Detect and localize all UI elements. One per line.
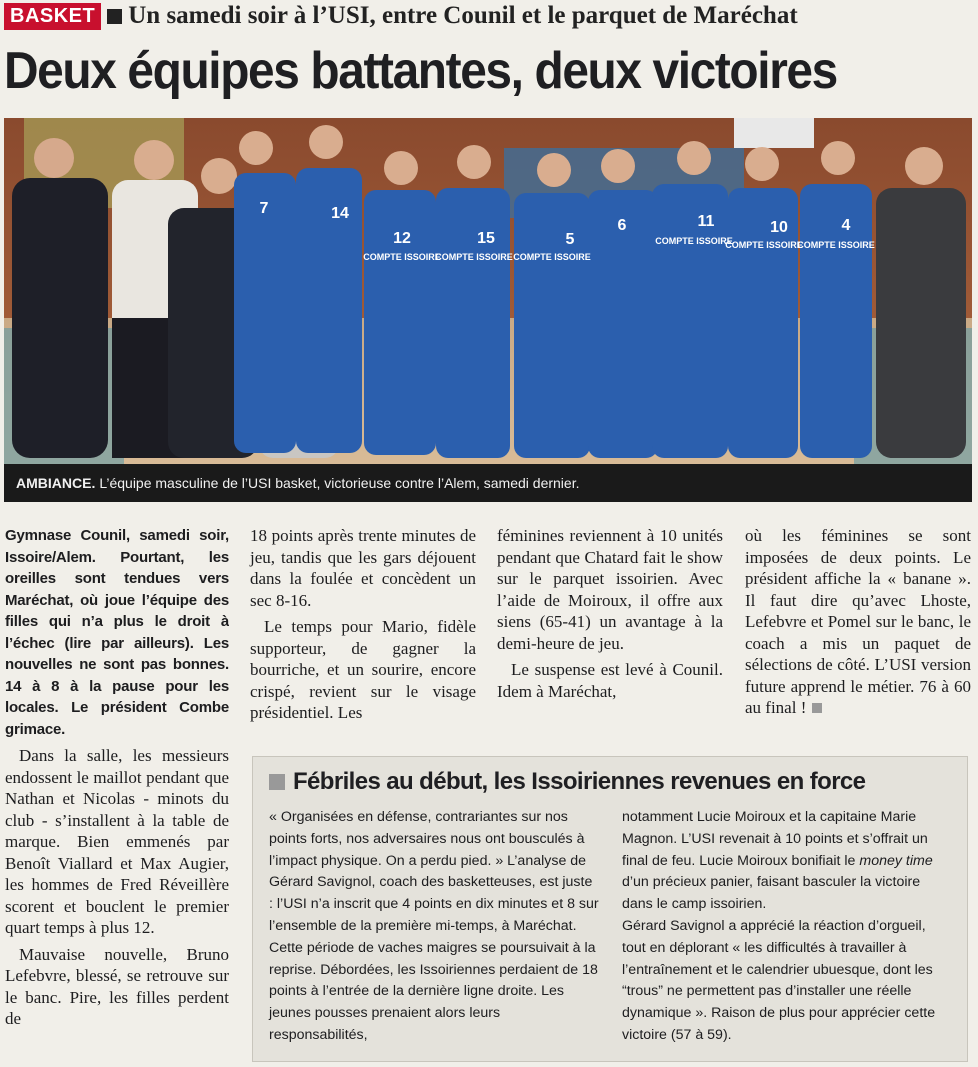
article-paragraph-text: où les féminines se sont imposées de deux points. Le président affiche la « banane ». Il faut dire qu’avec Lhoste, Lefebvre et Pomel sur le banc, le coach a mis un paquet de sélections de côté. L’USI version future apprend le métier. 76 à 60 au final ! — [745, 526, 971, 717]
article-paragraph: 18 points après trente minutes de jeu, tandis que les gars déjouent dans la foulée et concèdent un sec 8-16. — [250, 526, 476, 610]
team-photo — [4, 118, 972, 502]
jersey-text-2: COMPTE ISSOIRE — [435, 252, 513, 262]
article-column-1 — [5, 525, 229, 1065]
article-column-2 — [250, 525, 476, 729]
sidebar-text: notamment Lucie Moiroux et la capitaine Marie Magnon. L’USI revenait à 10 points et s’offrait un final de feu. Lucie Moiroux bonifiait le — [622, 809, 928, 869]
sidebar-paragraph: Gérard Savignol a apprécié la réaction d’orgueil, tout en déplorant « les difficultés à travailler à l’entraînement et le calendrier ubuesque, dont les “trous” ne permettent pas d’installer une réelle dynamique ». Raison de plus pour apprécier cette victoire (57 à 59). — [622, 917, 936, 1043]
jersey-number-2: 14 — [331, 205, 349, 222]
photo-caption — [4, 464, 972, 502]
square-bullet-icon — [269, 774, 285, 790]
article-column-4 — [745, 525, 971, 724]
team-photo-illustration — [4, 118, 972, 464]
jersey-text-3: COMPTE ISSOIRE — [513, 252, 591, 262]
jersey-number-4: 15 — [477, 230, 495, 247]
article-paragraph — [745, 525, 971, 719]
article-paragraph: féminines reviennent à 10 unités pendant que Chatard fait le show sur le parquet issoirien. Avec l’aide de Moiroux, il offre aux siens (65-41) un avantage à la demi-heure de jeu. — [497, 526, 723, 653]
end-square-icon — [812, 703, 822, 713]
jersey-number-5: 5 — [565, 231, 575, 248]
jersey-text-1: COMPTE ISSOIRE — [363, 252, 441, 262]
article-paragraph: Mauvaise nouvelle, Bruno Lefebvre, blessé, se retrouve sur le banc. Pire, les filles perdent de — [5, 944, 229, 1028]
sidebar-title-text: Fébriles au début, les Issoiriennes revenues en force — [293, 768, 866, 795]
section-tag: BASKET — [4, 3, 101, 30]
jersey-text-5: COMPTE ISSOIRE — [725, 240, 803, 250]
article-column-3 — [497, 525, 723, 707]
sidebar-column-1 — [269, 807, 600, 1047]
article-paragraph: Dans la salle, les messieurs endossent le maillot pendant que Nathan et Nicolas - minots du club - s’installent à la table de marque. Bien emmenés par Benoît Viallard et Max Augier, les hommes de Fred Réveillère scorent et bouclent le premier quart temps à plus 12. — [5, 746, 229, 937]
article-paragraph: Le temps pour Mario, fidèle supporteur, de gagner la bourriche, et un sourire, encore crispé, revient sur le visage présidentiel. Les — [250, 617, 476, 722]
jersey-number-9: 4 — [841, 217, 851, 234]
jersey-number-6: 6 — [617, 217, 627, 234]
jersey-text-4: COMPTE ISSOIRE — [655, 236, 733, 246]
caption-label: AMBIANCE. — [16, 475, 96, 491]
kicker-subtitle: Un samedi soir à l’USI, entre Counil et le parquet de Maréchat — [128, 2, 798, 29]
square-bullet-icon — [107, 9, 122, 24]
sidebar-column-2 — [622, 807, 953, 1047]
jersey-number-3: 12 — [393, 230, 411, 247]
jersey-text-6: COMPTE ISSOIRE — [797, 240, 875, 250]
kicker — [4, 2, 974, 32]
jersey-number-7: 11 — [697, 213, 715, 230]
sidebar-box — [252, 756, 968, 1062]
headline: Deux équipes battantes, deux victoires — [4, 42, 837, 100]
sidebar-emphasis: money time — [859, 852, 933, 869]
sidebar-paragraph — [622, 807, 953, 916]
article-lead: Gymnase Counil, samedi soir, Issoire/Alem. Pourtant, les oreilles sont tendues vers Maréchat, où joue l’équipe des filles qui n’a plus le droit à l’échec (lire par ailleurs). Les nouvelles ne sont pas bonnes. 14 à 8 à la pause pour les locales. Le président Combe grimace. — [5, 527, 229, 738]
jersey-number-8: 10 — [770, 219, 788, 236]
article-paragraph: Le suspense est levé à Counil. Idem à Maréchat, — [497, 660, 723, 701]
jersey-number-1: 7 — [259, 200, 269, 217]
sidebar-text: d’un précieux panier, faisant basculer la victoire dans le camp issoirien. — [622, 874, 921, 913]
sidebar-paragraph: « Organisées en défense, contrariantes sur nos points forts, nos adversaires nous ont bousculés à l’impact physique. On a perdu pied. » L’analyse de Gérard Savignol, coach des basketteuses, est juste : l’USI n’a inscrit que 4 points en dix minutes et 8 sur l’ensemble de la première mi-temps, à Maréchat. Cette période de vaches maigres se poursuivait à la reprise. Débordées, les Issoiriennes perdaient de 18 points à l’entrée de la dernière ligne droite. Les jeunes pousses prenaient alors leurs responsabilités, — [269, 809, 599, 1043]
sidebar-title — [269, 767, 953, 797]
caption-text: L’équipe masculine de l’USI basket, victorieuse contre l’Alem, samedi dernier. — [99, 475, 580, 491]
